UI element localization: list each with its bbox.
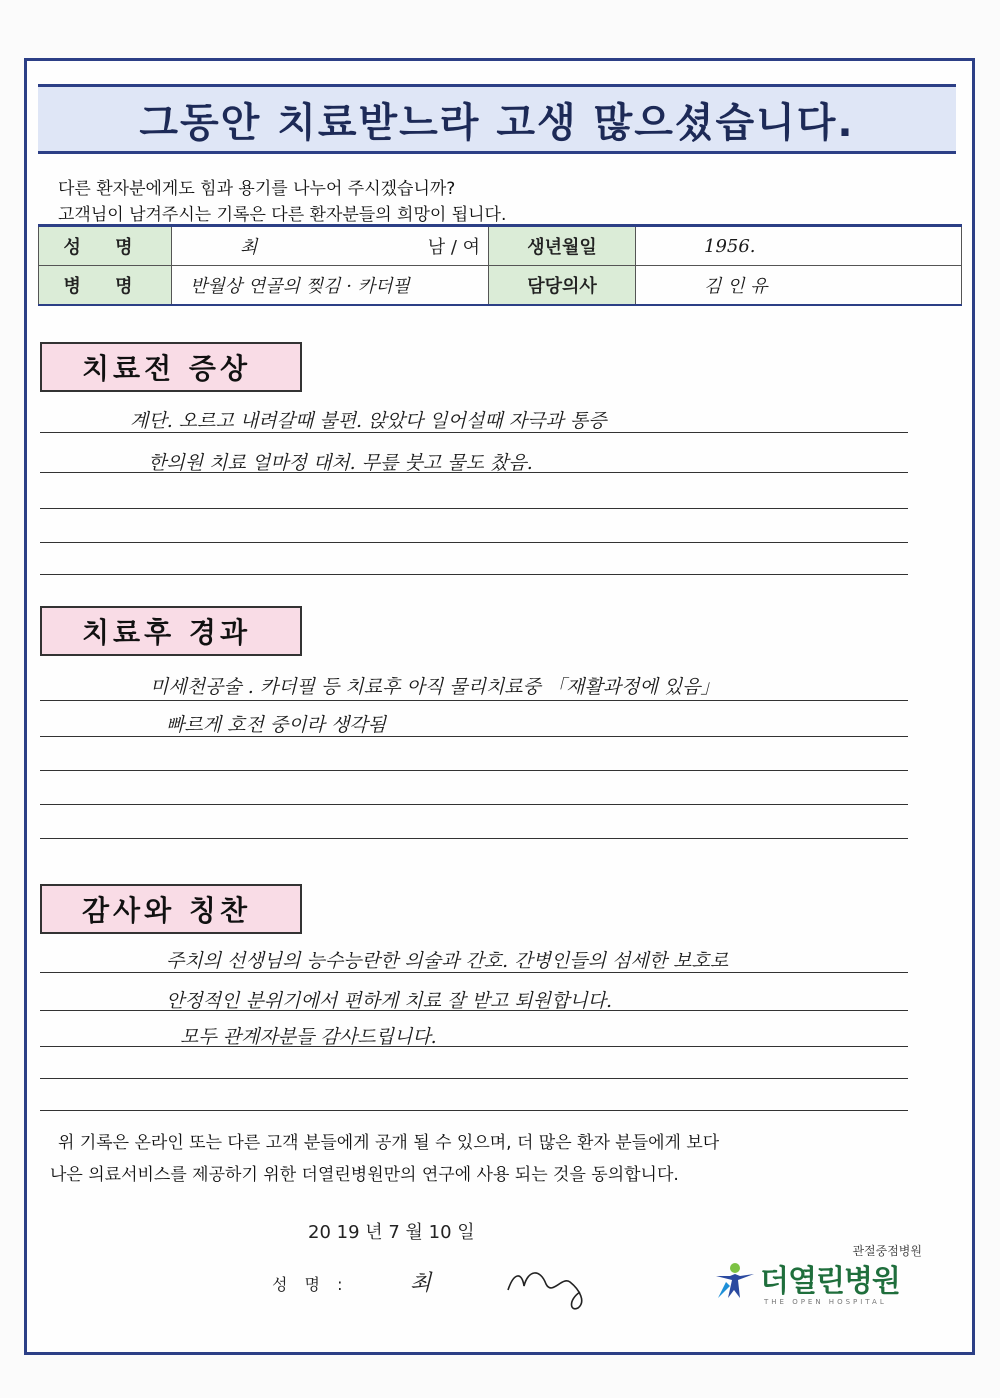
thanks-line-3: 모두 관계자분들 감사드립니다. xyxy=(180,1026,437,1048)
ruled-line xyxy=(40,736,908,737)
disease-label: 병 명 xyxy=(39,266,172,306)
ruled-line xyxy=(40,1046,908,1047)
birth-label: 생년월일 xyxy=(489,226,636,266)
ruled-line xyxy=(40,542,908,543)
title-banner xyxy=(38,84,956,154)
sign-date: 20 19 년 7 월 10 일 xyxy=(308,1222,475,1243)
intro-line-2: 고객님이 남겨주시는 기록은 다른 환자분들의 희망이 됩니다. xyxy=(58,205,507,225)
gender-value: 남 / 여 xyxy=(427,237,480,258)
birth-value: 1956. xyxy=(704,235,756,257)
logo-title: 더열린병원 xyxy=(760,1264,900,1299)
ruled-line xyxy=(40,700,908,701)
hospital-logo xyxy=(712,1244,922,1314)
ruled-line xyxy=(40,432,908,433)
ruled-line xyxy=(40,838,908,839)
name-value: 최 xyxy=(240,237,258,258)
ruled-line xyxy=(40,804,908,805)
before-treatment-heading xyxy=(40,342,302,392)
ruled-line xyxy=(40,770,908,771)
signature-name: 최 xyxy=(410,1271,432,1296)
consent-line-1: 위 기록은 온라인 또는 다른 고객 분들에게 공개 될 수 있으며, 더 많은 환자 분들에게 보다 xyxy=(58,1133,720,1153)
after-treatment-heading xyxy=(40,606,302,656)
name-cell xyxy=(172,226,489,266)
consent-line-2: 나은 의료서비스를 제공하기 위한 더열린병원만의 연구에 사용 되는 것을 동의합니다. xyxy=(50,1165,679,1185)
before-line-1: 계단. 오르고 내려갈때 불편. 앉았다 일어설때 자극과 통증 xyxy=(130,410,607,432)
after-line-2: 빠르게 호전 중이라 생각됨 xyxy=(166,714,387,736)
thanks-line-1: 주치의 선생님의 능수능란한 의술과 간호. 간병인들의 섬세한 보호로 xyxy=(166,950,729,972)
logo-subtitle: 관절중점병원 xyxy=(852,1244,922,1258)
doctor-cell xyxy=(636,266,962,306)
patient-info-table xyxy=(38,224,962,306)
after-line-1: 미세천공술 . 카더필 등 치료후 아직 물리치료중 「재활과정에 있음」 xyxy=(150,676,720,698)
ruled-line xyxy=(40,472,908,473)
thanks-heading-text: 감사와 칭찬 xyxy=(82,894,251,927)
ruled-line xyxy=(40,1010,908,1011)
signature-label: 성 명 : xyxy=(272,1275,349,1294)
page-title: 그동안 치료받느라 고생 많으셨습니다. xyxy=(139,99,855,146)
doctor-label: 담당의사 xyxy=(489,266,636,306)
birth-cell xyxy=(636,226,962,266)
before-line-2: 한의원 치료 얼마정 대처. 무릎 붓고 물도 찼음. xyxy=(148,452,533,474)
hospital-logo-icon xyxy=(712,1258,758,1304)
ruled-line xyxy=(40,574,908,575)
ruled-line xyxy=(40,972,908,973)
ruled-line xyxy=(40,1078,908,1079)
logo-english: THE OPEN HOSPITAL xyxy=(764,1298,887,1306)
disease-value: 반월상 연골의 찢김 · 카더필 xyxy=(190,276,410,297)
disease-cell xyxy=(172,266,489,306)
ruled-line xyxy=(40,1110,908,1111)
handwritten-signature xyxy=(500,1262,600,1312)
thanks-heading xyxy=(40,884,302,934)
before-heading-text: 치료전 증상 xyxy=(82,352,251,385)
after-heading-text: 치료후 경과 xyxy=(82,616,251,649)
ruled-line xyxy=(40,508,908,509)
intro-line-1: 다른 환자분에게도 힘과 용기를 나누어 주시겠습니까? xyxy=(58,179,456,199)
name-label: 성 명 xyxy=(39,226,172,266)
doctor-value: 김 인 유 xyxy=(704,276,768,297)
thanks-line-2: 안정적인 분위기에서 편하게 치료 잘 받고 퇴원합니다. xyxy=(166,990,613,1012)
